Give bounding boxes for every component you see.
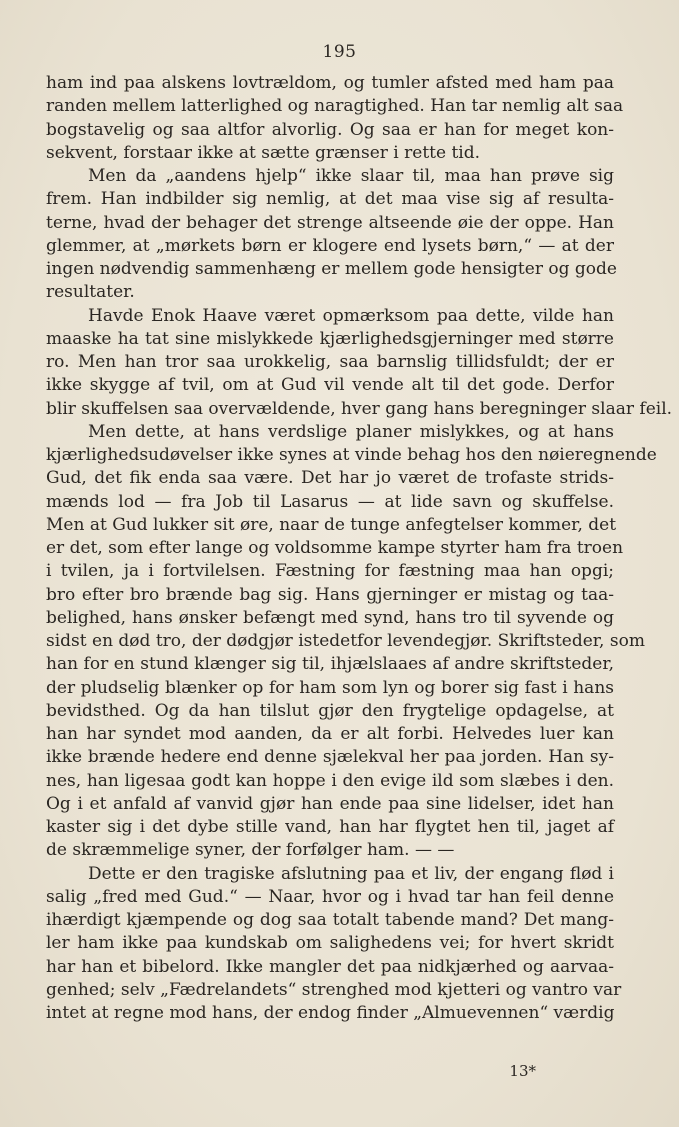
text-line: Og i et anfald af vanvid gjør han ende paa sine lidelser, idet han bbox=[46, 793, 614, 814]
text-line: ikke skygge af tvil, om at Gud vil vende alt til det gode. Derfor bbox=[46, 375, 614, 396]
text-line: ler ham ikke paa kundskab om salighedens vei; for hvert skridt bbox=[46, 933, 614, 954]
text-line: har han et bibelord. Ikke mangler det paa nidkjærhed og aarvaa- bbox=[46, 956, 614, 977]
text-line: Dette er den tragiske afslutning paa et liv, der engang flød i bbox=[88, 863, 614, 884]
text-line: ikke brænde hedere end denne sjælekval her paa jorden. Han sy- bbox=[46, 747, 614, 768]
text-line: belighed, hans ønsker befængt med synd, hans tro til syvende og bbox=[46, 607, 614, 628]
page-number: 195 bbox=[322, 42, 357, 62]
text-line: i tvilen, ja i fortvilelsen. Fæstning for fæstning maa han opgi; bbox=[46, 561, 614, 582]
text-line: ingen nødvendig sammenhæng er mellem gode hensigter og gode bbox=[46, 259, 617, 279]
text-line: mænds lod — fra Job til Lasarus — at lide savn og skuffelse. bbox=[46, 491, 614, 512]
text-line: ihærdigt kjæmpende og dog saa totalt tabende mand? Det mang- bbox=[46, 910, 614, 930]
text-line: Gud, det fik enda saa være. Det har jo været de trofaste strids- bbox=[46, 468, 614, 489]
text-line: randen mellem latterlighed og naragtighed. Han tar nemlig alt saa bbox=[46, 96, 624, 117]
text-line: bevidsthed. Og da han tilslut gjør den frygtelige opdagelse, at bbox=[46, 700, 614, 721]
text-line: de skræmmelige syner, der forfølger ham. — — bbox=[46, 840, 455, 861]
text-line: frem. Han indbilder sig nemlig, at det maa vise sig af resulta- bbox=[46, 189, 614, 210]
text-line: Men da „aandens hjelp“ ikke slaar til, maa han prøve sig bbox=[88, 166, 614, 186]
text-line: Men dette, at hans verdslige planer mislykkes, og at hans bbox=[88, 421, 614, 442]
text-line: Havde Enok Haave været opmærksom paa dette, vilde han bbox=[88, 305, 614, 326]
body-text bbox=[46, 72, 673, 1025]
text-line: nes, han ligesaa godt kan hoppe i den evige ild som slæbes i den. bbox=[46, 770, 614, 791]
text-line: kjærlighedsudøvelser ikke synes at vinde behag hos den nøieregnende bbox=[46, 445, 657, 465]
text-line: maaske ha tat sine mislykkede kjærlighedsgjerninger med større bbox=[46, 328, 614, 349]
signature-mark: 13* bbox=[509, 1062, 536, 1080]
text-line: han har syndet mod aanden, da er alt forbi. Helvedes luer kan bbox=[46, 724, 614, 744]
text-line: ro. Men han tror saa urokkelig, saa barnslig tillidsfuldt; der er bbox=[46, 352, 614, 372]
text-line: Men at Gud lukker sit øre, naar de tunge anfegtelser kommer, det bbox=[46, 514, 617, 535]
text-line: resultater. bbox=[46, 282, 135, 303]
text-line: han for en stund klænger sig til, ihjælslaaes af andre skriftsteder, bbox=[46, 654, 614, 675]
text-line: bogstavelig og saa altfor alvorlig. Og saa er han for meget kon- bbox=[46, 119, 614, 140]
text-line: sidst en død tro, der dødgjør istedetfor levendegjør. Skriftsteder, som bbox=[46, 631, 645, 651]
text-line: bro efter bro brænde bag sig. Hans gjerninger er mistag og taa- bbox=[46, 584, 614, 605]
text-line: salig „fred med Gud.“ — Naar, hvor og i hvad tar han feil denne bbox=[46, 886, 614, 907]
text-line: terne, hvad der behager det strenge altseende øie der oppe. Han bbox=[46, 212, 614, 233]
text-line: der pludselig blænker op for ham som lyn og borer sig fast i hans bbox=[46, 677, 614, 698]
text-line: ham ind paa alskens lovtrældom, og tumler afsted med ham paa bbox=[46, 73, 614, 93]
text-line: glemmer, at „mørkets børn er klogere end lysets børn,“ — at der bbox=[46, 235, 614, 256]
text-line: kaster sig i det dybe stille vand, han har flygtet hen til, jaget af bbox=[46, 817, 614, 837]
text-line: sekvent, forstaar ikke at sætte grænser i rette tid. bbox=[46, 142, 481, 163]
text-line: intet at regne mod hans, der endog finder „Almuevennen“ værdig bbox=[46, 1003, 615, 1023]
text-line: blir skuffelsen saa overvældende, hver gang hans beregninger slaar feil. bbox=[46, 398, 673, 419]
text-line: genhed; selv „Fædrelandets“ strenghed mod kjetteri og vantro var bbox=[46, 979, 622, 1000]
text-line: er det, som efter lange og voldsomme kampe styrter ham fra troen bbox=[46, 538, 624, 558]
